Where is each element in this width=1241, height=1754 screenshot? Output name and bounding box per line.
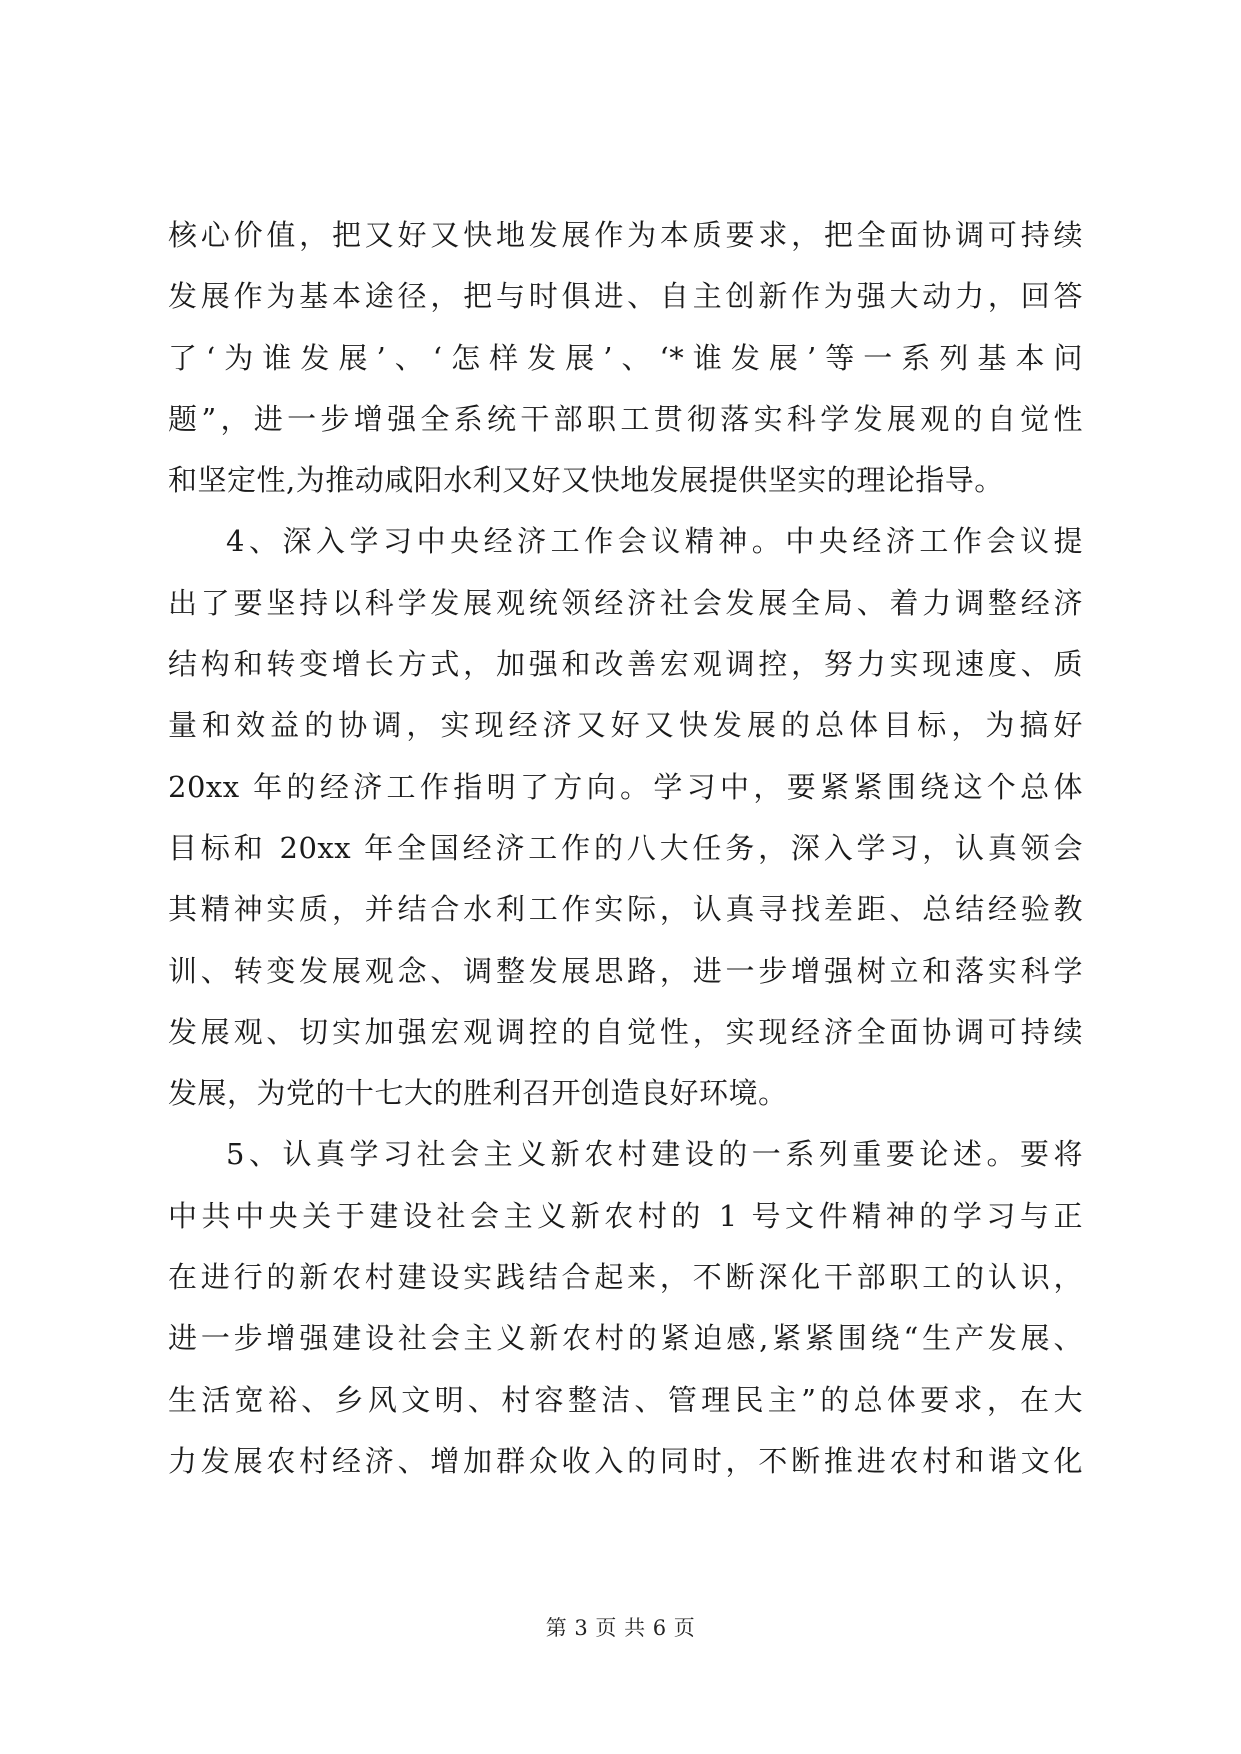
text-line: 生活宽裕、乡风文明、村容整洁、管理民主”的总体要求，在大: [168, 1382, 1083, 1417]
text-line: 力发展农村经济、增加群众收入的同时，不断推进农村和谐文化: [168, 1443, 1083, 1478]
text-line: 出了要坚持以科学发展观统领经济社会发展全局、着力调整经济: [168, 585, 1083, 620]
text-line: 了‘为谁发展’、‘怎样发展’、‘*谁发展’等一系列基本问: [168, 340, 1083, 375]
text-line: 发展观、切实加强宏观调控的自觉性，实现经济全面协调可持续: [168, 1014, 1083, 1049]
text-line: 核心价值，把又好又快地发展作为本质要求，把全面协调可持续: [168, 218, 1083, 252]
text-line: 进一步增强建设社会主义新农村的紧迫感,紧紧围绕“生产发展、: [168, 1321, 1083, 1356]
text-line: 在进行的新农村建设实践结合起来，不断深化干部职工的认识，: [168, 1260, 1083, 1295]
text-line: 训、转变发展观念、调整发展思路，进一步增强树立和落实科学: [168, 953, 1083, 988]
page-number-footer: 第 3 页 共 6 页: [545, 1616, 696, 1640]
paragraph-first-line: 4、深入学习中央经济工作会议精神。中央经济工作会议提: [226, 524, 1083, 559]
document-body: [168, 205, 1083, 1492]
text-line: 结构和转变增长方式，加强和改善宏观调控，努力实现速度、质: [168, 647, 1083, 682]
text-line: 其精神实质，并结合水利工作实际，认真寻找差距、总结经验教: [168, 892, 1083, 927]
text-line: 题”，进一步增强全系统干部职工贯彻落实科学发展观的自觉性: [168, 401, 1083, 436]
text-line: 和坚定性,为推动咸阳水利又好又快地发展提供坚实的理论指导。: [168, 463, 1004, 498]
text-line: 20xx 年的经济工作指明了方向。学习中，要紧紧围绕这个总体: [168, 769, 1083, 804]
text-line: 中共中央关于建设社会主义新农村的 1 号文件精神的学习与正: [168, 1198, 1083, 1233]
text-line: 发展作为基本途径，把与时俱进、自主创新作为强大动力，回答: [168, 279, 1083, 314]
text-line: 量和效益的协调，实现经济又好又快发展的总体目标，为搞好: [168, 708, 1083, 743]
text-line: 目标和 20xx 年全国经济工作的八大任务，深入学习，认真领会: [168, 830, 1083, 865]
text-line: 发展，为党的十七大的胜利召开创造良好环境。: [168, 1076, 788, 1111]
paragraph-first-line: 5、认真学习社会主义新农村建设的一系列重要论述。要将: [226, 1137, 1083, 1172]
